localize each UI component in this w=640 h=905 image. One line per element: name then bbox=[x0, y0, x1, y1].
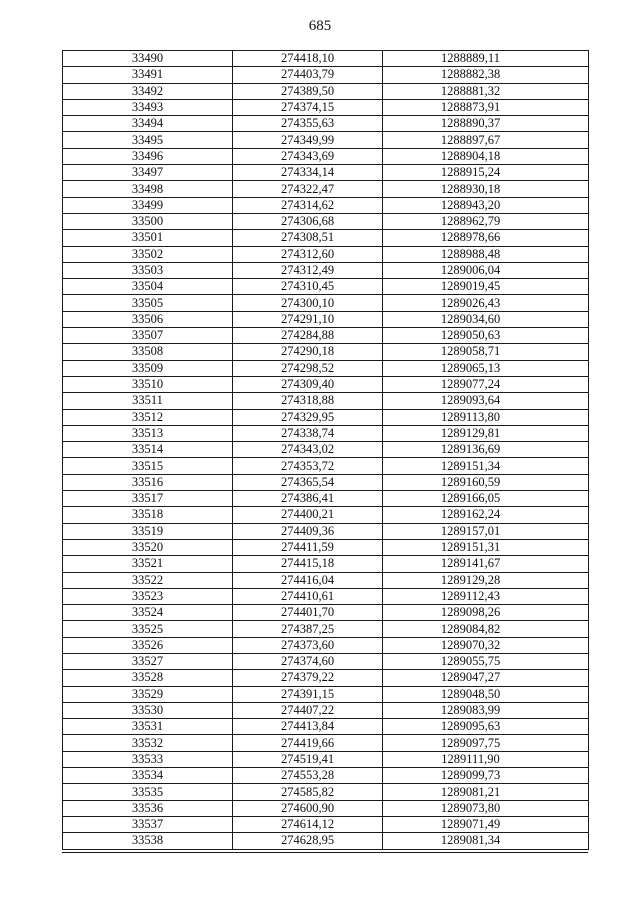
x-coordinate-cell: 274309,40 bbox=[233, 376, 383, 392]
table-row bbox=[63, 816, 589, 832]
point-number-cell: 33525 bbox=[63, 621, 233, 637]
page-number: 685 bbox=[308, 18, 332, 34]
y-coordinate-cell: 1288882,38 bbox=[383, 67, 589, 83]
table-row bbox=[63, 539, 589, 555]
x-coordinate-cell: 274284,88 bbox=[233, 328, 383, 344]
point-number-cell: 33491 bbox=[63, 67, 233, 83]
table-row bbox=[63, 246, 589, 262]
table-row bbox=[63, 833, 589, 849]
y-coordinate-cell: 1289071,49 bbox=[383, 816, 589, 832]
table-row bbox=[63, 409, 589, 425]
y-coordinate-cell: 1289097,75 bbox=[383, 735, 589, 751]
y-coordinate-cell: 1288889,11 bbox=[383, 51, 589, 67]
point-number-cell: 33526 bbox=[63, 637, 233, 653]
point-number-cell: 33518 bbox=[63, 507, 233, 523]
point-number-cell: 33495 bbox=[63, 132, 233, 148]
y-coordinate-cell: 1289095,63 bbox=[383, 719, 589, 735]
y-coordinate-cell: 1289006,04 bbox=[383, 262, 589, 278]
point-number-cell: 33507 bbox=[63, 328, 233, 344]
point-number-cell: 33538 bbox=[63, 833, 233, 849]
x-coordinate-cell: 274308,51 bbox=[233, 230, 383, 246]
point-number-cell: 33530 bbox=[63, 702, 233, 718]
y-coordinate-cell: 1289034,60 bbox=[383, 311, 589, 327]
x-coordinate-cell: 274343,69 bbox=[233, 148, 383, 164]
table-row bbox=[63, 376, 589, 392]
table-row bbox=[63, 588, 589, 604]
point-number-cell: 33508 bbox=[63, 344, 233, 360]
table-row bbox=[63, 507, 589, 523]
table-row bbox=[63, 425, 589, 441]
x-coordinate-cell: 274614,12 bbox=[233, 816, 383, 832]
x-coordinate-cell: 274312,60 bbox=[233, 246, 383, 262]
table-row bbox=[63, 213, 589, 229]
point-number-cell: 33494 bbox=[63, 116, 233, 132]
table-row bbox=[63, 165, 589, 181]
y-coordinate-cell: 1289048,50 bbox=[383, 686, 589, 702]
table-row bbox=[63, 800, 589, 816]
y-coordinate-cell: 1289098,26 bbox=[383, 605, 589, 621]
x-coordinate-cell: 274353,72 bbox=[233, 458, 383, 474]
table-row bbox=[63, 442, 589, 458]
point-number-cell: 33513 bbox=[63, 425, 233, 441]
table-row bbox=[63, 686, 589, 702]
x-coordinate-cell: 274628,95 bbox=[233, 833, 383, 849]
x-coordinate-cell: 274374,15 bbox=[233, 99, 383, 115]
table-row bbox=[63, 474, 589, 490]
table-row bbox=[63, 768, 589, 784]
point-number-cell: 33493 bbox=[63, 99, 233, 115]
table-row bbox=[63, 458, 589, 474]
x-coordinate-cell: 274379,22 bbox=[233, 670, 383, 686]
y-coordinate-cell: 1289162,24 bbox=[383, 507, 589, 523]
point-number-cell: 33500 bbox=[63, 213, 233, 229]
y-coordinate-cell: 1288904,18 bbox=[383, 148, 589, 164]
y-coordinate-cell: 1288962,79 bbox=[383, 213, 589, 229]
y-coordinate-cell: 1289111,90 bbox=[383, 751, 589, 767]
x-coordinate-cell: 274355,63 bbox=[233, 116, 383, 132]
y-coordinate-cell: 1289065,13 bbox=[383, 360, 589, 376]
table-row bbox=[63, 719, 589, 735]
table-row bbox=[63, 132, 589, 148]
y-coordinate-cell: 1289129,28 bbox=[383, 572, 589, 588]
x-coordinate-cell: 274312,49 bbox=[233, 262, 383, 278]
point-number-cell: 33520 bbox=[63, 539, 233, 555]
y-coordinate-cell: 1289047,27 bbox=[383, 670, 589, 686]
y-coordinate-cell: 1288943,20 bbox=[383, 197, 589, 213]
table-row bbox=[63, 605, 589, 621]
point-number-cell: 33498 bbox=[63, 181, 233, 197]
x-coordinate-cell: 274387,25 bbox=[233, 621, 383, 637]
table-row bbox=[63, 637, 589, 653]
x-coordinate-cell: 274338,74 bbox=[233, 425, 383, 441]
y-coordinate-cell: 1288881,32 bbox=[383, 83, 589, 99]
x-coordinate-cell: 274306,68 bbox=[233, 213, 383, 229]
y-coordinate-cell: 1289141,67 bbox=[383, 556, 589, 572]
x-coordinate-cell: 274403,79 bbox=[233, 67, 383, 83]
point-number-cell: 33515 bbox=[63, 458, 233, 474]
point-number-cell: 33511 bbox=[63, 393, 233, 409]
y-coordinate-cell: 1289129,81 bbox=[383, 425, 589, 441]
x-coordinate-cell: 274373,60 bbox=[233, 637, 383, 653]
point-number-cell: 33503 bbox=[63, 262, 233, 278]
table-row bbox=[63, 523, 589, 539]
point-number-cell: 33497 bbox=[63, 165, 233, 181]
table-row bbox=[63, 262, 589, 278]
bottom-rule bbox=[62, 852, 588, 853]
y-coordinate-cell: 1289081,21 bbox=[383, 784, 589, 800]
point-number-cell: 33531 bbox=[63, 719, 233, 735]
y-coordinate-cell: 1289084,82 bbox=[383, 621, 589, 637]
x-coordinate-cell: 274314,62 bbox=[233, 197, 383, 213]
point-number-cell: 33523 bbox=[63, 588, 233, 604]
y-coordinate-cell: 1288915,24 bbox=[383, 165, 589, 181]
point-number-cell: 33522 bbox=[63, 572, 233, 588]
point-number-cell: 33496 bbox=[63, 148, 233, 164]
x-coordinate-cell: 274411,59 bbox=[233, 539, 383, 555]
x-coordinate-cell: 274374,60 bbox=[233, 653, 383, 669]
x-coordinate-cell: 274413,84 bbox=[233, 719, 383, 735]
table-row bbox=[63, 230, 589, 246]
x-coordinate-cell: 274300,10 bbox=[233, 295, 383, 311]
point-number-cell: 33501 bbox=[63, 230, 233, 246]
table-row bbox=[63, 197, 589, 213]
point-number-cell: 33524 bbox=[63, 605, 233, 621]
x-coordinate-cell: 274291,10 bbox=[233, 311, 383, 327]
y-coordinate-cell: 1289081,34 bbox=[383, 833, 589, 849]
x-coordinate-cell: 274553,28 bbox=[233, 768, 383, 784]
y-coordinate-cell: 1288930,18 bbox=[383, 181, 589, 197]
y-coordinate-cell: 1289050,63 bbox=[383, 328, 589, 344]
point-number-cell: 33533 bbox=[63, 751, 233, 767]
y-coordinate-cell: 1289136,69 bbox=[383, 442, 589, 458]
point-number-cell: 33534 bbox=[63, 768, 233, 784]
y-coordinate-cell: 1289151,34 bbox=[383, 458, 589, 474]
point-number-cell: 33514 bbox=[63, 442, 233, 458]
table-row bbox=[63, 653, 589, 669]
point-number-cell: 33504 bbox=[63, 279, 233, 295]
x-coordinate-cell: 274585,82 bbox=[233, 784, 383, 800]
point-number-cell: 33492 bbox=[63, 83, 233, 99]
coordinates-table-body bbox=[63, 51, 589, 850]
table-row bbox=[63, 735, 589, 751]
x-coordinate-cell: 274322,47 bbox=[233, 181, 383, 197]
table-row bbox=[63, 393, 589, 409]
x-coordinate-cell: 274410,61 bbox=[233, 588, 383, 604]
y-coordinate-cell: 1288978,66 bbox=[383, 230, 589, 246]
table-row bbox=[63, 99, 589, 115]
y-coordinate-cell: 1289077,24 bbox=[383, 376, 589, 392]
y-coordinate-cell: 1289160,59 bbox=[383, 474, 589, 490]
x-coordinate-cell: 274419,66 bbox=[233, 735, 383, 751]
x-coordinate-cell: 274401,70 bbox=[233, 605, 383, 621]
table-row bbox=[63, 279, 589, 295]
point-number-cell: 33537 bbox=[63, 816, 233, 832]
point-number-cell: 33529 bbox=[63, 686, 233, 702]
x-coordinate-cell: 274400,21 bbox=[233, 507, 383, 523]
point-number-cell: 33512 bbox=[63, 409, 233, 425]
table-row bbox=[63, 328, 589, 344]
x-coordinate-cell: 274310,45 bbox=[233, 279, 383, 295]
point-number-cell: 33506 bbox=[63, 311, 233, 327]
y-coordinate-cell: 1289026,43 bbox=[383, 295, 589, 311]
point-number-cell: 33536 bbox=[63, 800, 233, 816]
point-number-cell: 33535 bbox=[63, 784, 233, 800]
point-number-cell: 33505 bbox=[63, 295, 233, 311]
x-coordinate-cell: 274415,18 bbox=[233, 556, 383, 572]
y-coordinate-cell: 1289151,31 bbox=[383, 539, 589, 555]
table-row bbox=[63, 181, 589, 197]
x-coordinate-cell: 274329,95 bbox=[233, 409, 383, 425]
point-number-cell: 33516 bbox=[63, 474, 233, 490]
y-coordinate-cell: 1289157,01 bbox=[383, 523, 589, 539]
table-row bbox=[63, 702, 589, 718]
table-row bbox=[63, 572, 589, 588]
y-coordinate-cell: 1289099,73 bbox=[383, 768, 589, 784]
point-number-cell: 33521 bbox=[63, 556, 233, 572]
y-coordinate-cell: 1288873,91 bbox=[383, 99, 589, 115]
point-number-cell: 33510 bbox=[63, 376, 233, 392]
point-number-cell: 33499 bbox=[63, 197, 233, 213]
point-number-cell: 33502 bbox=[63, 246, 233, 262]
y-coordinate-cell: 1289113,80 bbox=[383, 409, 589, 425]
point-number-cell: 33532 bbox=[63, 735, 233, 751]
x-coordinate-cell: 274343,02 bbox=[233, 442, 383, 458]
table-row bbox=[63, 83, 589, 99]
x-coordinate-cell: 274318,88 bbox=[233, 393, 383, 409]
table-row bbox=[63, 491, 589, 507]
table-row bbox=[63, 116, 589, 132]
x-coordinate-cell: 274386,41 bbox=[233, 491, 383, 507]
table-row bbox=[63, 556, 589, 572]
x-coordinate-cell: 274365,54 bbox=[233, 474, 383, 490]
table-row bbox=[63, 148, 589, 164]
point-number-cell: 33519 bbox=[63, 523, 233, 539]
point-number-cell: 33517 bbox=[63, 491, 233, 507]
x-coordinate-cell: 274290,18 bbox=[233, 344, 383, 360]
x-coordinate-cell: 274389,50 bbox=[233, 83, 383, 99]
coordinates-table bbox=[62, 50, 589, 850]
x-coordinate-cell: 274409,36 bbox=[233, 523, 383, 539]
table-row bbox=[63, 784, 589, 800]
y-coordinate-cell: 1288890,37 bbox=[383, 116, 589, 132]
point-number-cell: 33527 bbox=[63, 653, 233, 669]
table-row bbox=[63, 360, 589, 376]
y-coordinate-cell: 1289055,75 bbox=[383, 653, 589, 669]
table-row bbox=[63, 51, 589, 67]
y-coordinate-cell: 1289083,99 bbox=[383, 702, 589, 718]
point-number-cell: 33490 bbox=[63, 51, 233, 67]
table-row bbox=[63, 295, 589, 311]
y-coordinate-cell: 1289073,80 bbox=[383, 800, 589, 816]
x-coordinate-cell: 274519,41 bbox=[233, 751, 383, 767]
table-row bbox=[63, 67, 589, 83]
y-coordinate-cell: 1288988,48 bbox=[383, 246, 589, 262]
y-coordinate-cell: 1289019,45 bbox=[383, 279, 589, 295]
table-row bbox=[63, 344, 589, 360]
x-coordinate-cell: 274391,15 bbox=[233, 686, 383, 702]
y-coordinate-cell: 1289058,71 bbox=[383, 344, 589, 360]
y-coordinate-cell: 1289070,32 bbox=[383, 637, 589, 653]
table-row bbox=[63, 621, 589, 637]
x-coordinate-cell: 274416,04 bbox=[233, 572, 383, 588]
y-coordinate-cell: 1289112,43 bbox=[383, 588, 589, 604]
x-coordinate-cell: 274334,14 bbox=[233, 165, 383, 181]
point-number-cell: 33528 bbox=[63, 670, 233, 686]
x-coordinate-cell: 274349,99 bbox=[233, 132, 383, 148]
x-coordinate-cell: 274418,10 bbox=[233, 51, 383, 67]
table-row bbox=[63, 751, 589, 767]
table-row bbox=[63, 311, 589, 327]
y-coordinate-cell: 1289093,64 bbox=[383, 393, 589, 409]
table-row bbox=[63, 670, 589, 686]
x-coordinate-cell: 274600,90 bbox=[233, 800, 383, 816]
x-coordinate-cell: 274298,52 bbox=[233, 360, 383, 376]
point-number-cell: 33509 bbox=[63, 360, 233, 376]
y-coordinate-cell: 1289166,05 bbox=[383, 491, 589, 507]
y-coordinate-cell: 1288897,67 bbox=[383, 132, 589, 148]
x-coordinate-cell: 274407,22 bbox=[233, 702, 383, 718]
